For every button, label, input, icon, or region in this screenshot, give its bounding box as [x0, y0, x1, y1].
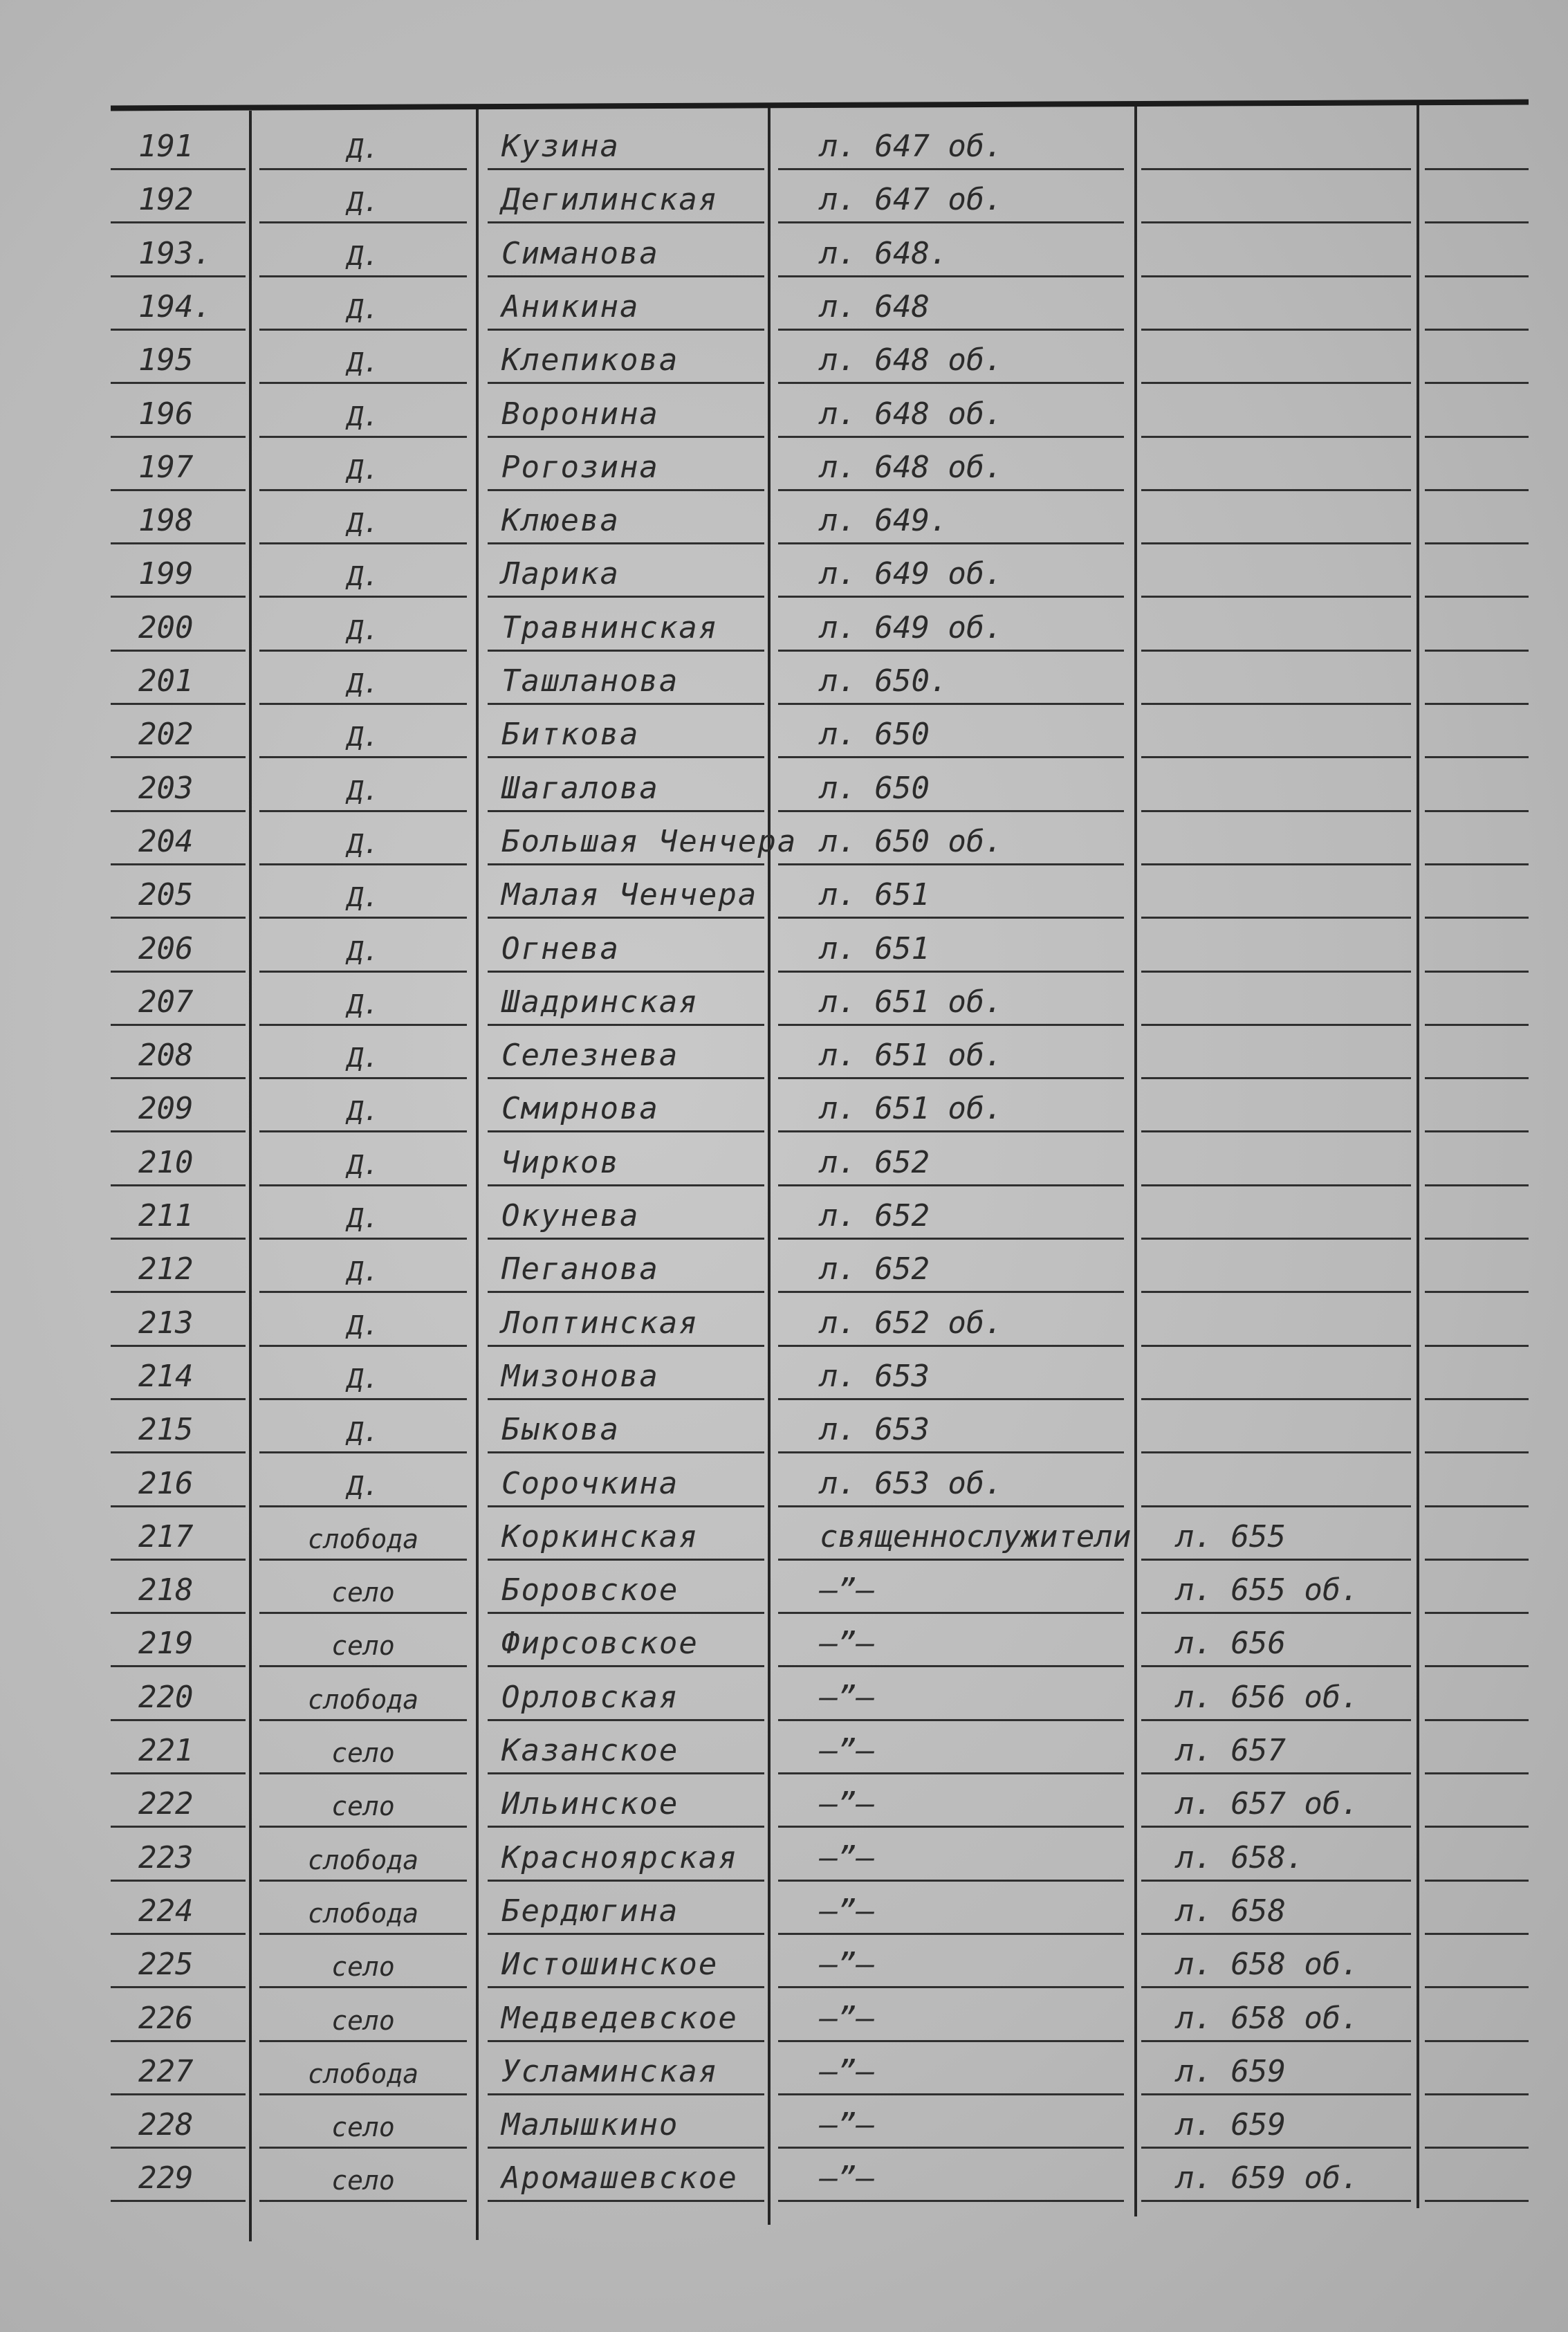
table-row	[0, 1507, 1568, 1561]
settlement-type: слобода	[259, 1507, 467, 1561]
empty-cell	[1425, 811, 1529, 865]
clergy-sheet-reference	[1141, 116, 1411, 170]
clergy-sheet-reference	[1141, 919, 1411, 973]
settlement-name: Медведевское	[488, 1988, 764, 2042]
clergy-sheet-reference	[1141, 490, 1411, 544]
clergy-sheet-reference	[1141, 1239, 1411, 1293]
table-row	[0, 1453, 1568, 1507]
sheet-reference: —”—	[778, 1720, 1124, 1774]
settlement-type: Д.	[259, 1132, 467, 1186]
table-row	[0, 2041, 1568, 2095]
row-number: 192	[111, 169, 246, 223]
sheet-reference: л. 651 об.	[778, 1025, 1124, 1079]
sheet-reference: —”—	[778, 1560, 1124, 1614]
table-row	[0, 1399, 1568, 1453]
settlement-type: слобода	[259, 1667, 467, 1721]
empty-cell	[1425, 1507, 1529, 1561]
empty-cell	[1425, 972, 1529, 1026]
row-number: 198	[111, 490, 246, 544]
sheet-reference: —”—	[778, 2095, 1124, 2149]
clergy-sheet-reference: л. 655 об.	[1141, 1560, 1411, 1614]
empty-cell	[1425, 1239, 1529, 1293]
row-number: 197	[111, 437, 246, 491]
settlement-type: село	[259, 1934, 467, 1988]
row-number: 211	[111, 1186, 246, 1240]
settlement-name: Шадринская	[488, 972, 764, 1026]
sheet-reference: л. 650.	[778, 651, 1124, 705]
sheet-reference: л. 648.	[778, 223, 1124, 277]
sheet-reference: —”—	[778, 2148, 1124, 2202]
clergy-sheet-reference	[1141, 1399, 1411, 1453]
clergy-sheet-reference	[1141, 1025, 1411, 1079]
sheet-reference: л. 650 об.	[778, 811, 1124, 865]
table-row	[0, 919, 1568, 973]
clergy-sheet-reference	[1141, 598, 1411, 652]
clergy-sheet-reference: л. 659	[1141, 2095, 1411, 2149]
settlement-type: Д.	[259, 437, 467, 491]
settlement-type: Д.	[259, 972, 467, 1026]
sheet-reference: —”—	[778, 1613, 1124, 1667]
row-number: 208	[111, 1025, 246, 1079]
empty-cell	[1425, 1720, 1529, 1774]
table-row	[0, 1293, 1568, 1347]
sheet-reference: —”—	[778, 1774, 1124, 1828]
clergy-sheet-reference	[1141, 223, 1411, 277]
clergy-sheet-reference	[1141, 1132, 1411, 1186]
clergy-sheet-reference: л. 658.	[1141, 1828, 1411, 1882]
table-row	[0, 116, 1568, 170]
settlement-type: Д.	[259, 598, 467, 652]
clergy-sheet-reference: л. 659 об.	[1141, 2148, 1411, 2202]
settlement-type: Д.	[259, 223, 467, 277]
settlement-name: Коркинская	[488, 1507, 764, 1561]
settlement-type: село	[259, 1774, 467, 1828]
settlement-type: Д.	[259, 277, 467, 331]
empty-cell	[1425, 1132, 1529, 1186]
empty-cell	[1425, 2041, 1529, 2095]
settlement-type: Д.	[259, 704, 467, 758]
table-row	[0, 384, 1568, 438]
settlement-name: Воронина	[488, 384, 764, 438]
settlement-name: Рогозина	[488, 437, 764, 491]
clergy-sheet-reference	[1141, 972, 1411, 1026]
empty-cell	[1425, 1988, 1529, 2042]
settlement-name: Бердюгина	[488, 1881, 764, 1935]
settlement-name: Клепикова	[488, 330, 764, 384]
empty-cell	[1425, 1078, 1529, 1132]
settlement-name: Казанское	[488, 1720, 764, 1774]
table-row	[0, 544, 1568, 598]
empty-cell	[1425, 1667, 1529, 1721]
settlement-type: Д.	[259, 169, 467, 223]
row-number: 218	[111, 1560, 246, 1614]
sheet-reference: л. 653	[778, 1346, 1124, 1400]
clergy-sheet-reference	[1141, 651, 1411, 705]
table-row	[0, 1720, 1568, 1774]
table-row	[0, 1186, 1568, 1240]
settlement-name: Шагалова	[488, 758, 764, 812]
row-number: 204	[111, 811, 246, 865]
table-row	[0, 758, 1568, 812]
table-row	[0, 1132, 1568, 1186]
settlement-type: Д.	[259, 1293, 467, 1347]
clergy-sheet-reference	[1141, 169, 1411, 223]
settlement-name: Ларика	[488, 544, 764, 598]
clergy-sheet-reference	[1141, 384, 1411, 438]
row-number: 228	[111, 2095, 246, 2149]
clergy-sheet-reference	[1141, 544, 1411, 598]
table-row	[0, 1934, 1568, 1988]
row-number: 194.	[111, 277, 246, 331]
table-row	[0, 1613, 1568, 1667]
settlement-type: Д.	[259, 490, 467, 544]
settlement-name: Лоптинская	[488, 1293, 764, 1347]
sheet-reference: л. 651 об.	[778, 972, 1124, 1026]
clergy-sheet-reference	[1141, 1186, 1411, 1240]
row-number: 193.	[111, 223, 246, 277]
settlement-type: Д.	[259, 1025, 467, 1079]
sheet-reference: —”—	[778, 2041, 1124, 2095]
empty-cell	[1425, 598, 1529, 652]
clergy-sheet-reference: л. 658	[1141, 1881, 1411, 1935]
sheet-reference: л. 649 об.	[778, 598, 1124, 652]
sheet-reference: л. 648 об.	[778, 330, 1124, 384]
row-number: 205	[111, 865, 246, 919]
settlement-name: Биткова	[488, 704, 764, 758]
empty-cell	[1425, 437, 1529, 491]
settlement-type: Д.	[259, 330, 467, 384]
table-row	[0, 651, 1568, 705]
settlement-name: Большая Ченчера	[488, 811, 764, 865]
sheet-reference: —”—	[778, 1828, 1124, 1882]
row-number: 222	[111, 1774, 246, 1828]
clergy-sheet-reference: л. 658 об.	[1141, 1988, 1411, 2042]
row-number: 201	[111, 651, 246, 705]
settlement-type: слобода	[259, 1828, 467, 1882]
settlement-name: Аромашевское	[488, 2148, 764, 2202]
empty-cell	[1425, 544, 1529, 598]
settlement-type: Д.	[259, 811, 467, 865]
sheet-reference: л. 648	[778, 277, 1124, 331]
empty-cell	[1425, 330, 1529, 384]
sheet-reference: л. 653 об.	[778, 1453, 1124, 1507]
sheet-reference: л. 650	[778, 758, 1124, 812]
settlement-name: Огнева	[488, 919, 764, 973]
table-row	[0, 1988, 1568, 2042]
empty-cell	[1425, 1025, 1529, 1079]
sheet-reference: л. 647 об.	[778, 169, 1124, 223]
clergy-sheet-reference: л. 656 об.	[1141, 1667, 1411, 1721]
settlement-type: Д.	[259, 384, 467, 438]
table-row	[0, 811, 1568, 865]
empty-cell	[1425, 865, 1529, 919]
sheet-reference: л. 651	[778, 865, 1124, 919]
settlement-name: Фирсовское	[488, 1613, 764, 1667]
empty-cell	[1425, 1453, 1529, 1507]
clergy-sheet-reference	[1141, 1078, 1411, 1132]
sheet-reference: л. 651	[778, 919, 1124, 973]
row-number: 202	[111, 704, 246, 758]
empty-cell	[1425, 1186, 1529, 1240]
settlement-name: Смирнова	[488, 1078, 764, 1132]
sheet-reference: —”—	[778, 1881, 1124, 1935]
row-number: 209	[111, 1078, 246, 1132]
settlement-type: село	[259, 1560, 467, 1614]
table-row	[0, 1239, 1568, 1293]
sheet-reference: —”—	[778, 1934, 1124, 1988]
settlement-name: Усламинская	[488, 2041, 764, 2095]
empty-cell	[1425, 704, 1529, 758]
empty-cell	[1425, 919, 1529, 973]
row-number: 223	[111, 1828, 246, 1882]
settlement-type: Д.	[259, 1186, 467, 1240]
sheet-reference: л. 653	[778, 1399, 1124, 1453]
sheet-reference: л. 649.	[778, 490, 1124, 544]
settlement-name: Красноярская	[488, 1828, 764, 1882]
table-row	[0, 1078, 1568, 1132]
empty-cell	[1425, 1613, 1529, 1667]
empty-cell	[1425, 758, 1529, 812]
clergy-sheet-reference	[1141, 704, 1411, 758]
settlement-type: село	[259, 2148, 467, 2202]
row-number: 191	[111, 116, 246, 170]
sheet-reference: л. 648 об.	[778, 384, 1124, 438]
settlement-type: село	[259, 2095, 467, 2149]
table-row	[0, 223, 1568, 277]
empty-cell	[1425, 1774, 1529, 1828]
table-row	[0, 598, 1568, 652]
settlement-type: Д.	[259, 1399, 467, 1453]
empty-cell	[1425, 2148, 1529, 2202]
sheet-reference: л. 650	[778, 704, 1124, 758]
row-number: 215	[111, 1399, 246, 1453]
clergy-sheet-reference: л. 658 об.	[1141, 1934, 1411, 1988]
settlement-name: Селезнева	[488, 1025, 764, 1079]
settlement-name: Травнинская	[488, 598, 764, 652]
settlement-name: Орловская	[488, 1667, 764, 1721]
settlement-type: Д.	[259, 1453, 467, 1507]
settlement-name: Сорочкина	[488, 1453, 764, 1507]
settlement-name: Аникина	[488, 277, 764, 331]
clergy-sheet-reference	[1141, 865, 1411, 919]
settlement-name: Чирков	[488, 1132, 764, 1186]
settlement-type: село	[259, 1720, 467, 1774]
row-number: 226	[111, 1988, 246, 2042]
row-number: 227	[111, 2041, 246, 2095]
settlement-name: Мизонова	[488, 1346, 764, 1400]
sheet-reference: л. 648 об.	[778, 437, 1124, 491]
row-number: 219	[111, 1613, 246, 1667]
sheet-reference: л. 652 об.	[778, 1293, 1124, 1347]
settlement-name: Окунева	[488, 1186, 764, 1240]
sheet-reference: л. 652	[778, 1132, 1124, 1186]
table-row	[0, 1025, 1568, 1079]
clergy-sheet-reference	[1141, 1453, 1411, 1507]
empty-cell	[1425, 2095, 1529, 2149]
row-number: 199	[111, 544, 246, 598]
settlement-name: Истошинское	[488, 1934, 764, 1988]
empty-cell	[1425, 277, 1529, 331]
row-number: 216	[111, 1453, 246, 1507]
clergy-sheet-reference	[1141, 437, 1411, 491]
table-row	[0, 972, 1568, 1026]
settlement-type: село	[259, 1613, 467, 1667]
empty-cell	[1425, 1934, 1529, 1988]
settlement-type: Д.	[259, 544, 467, 598]
row-number: 212	[111, 1239, 246, 1293]
empty-cell	[1425, 651, 1529, 705]
table-row	[0, 169, 1568, 223]
clergy-sheet-reference	[1141, 758, 1411, 812]
empty-cell	[1425, 1881, 1529, 1935]
table-row	[0, 704, 1568, 758]
settlement-name: Ильинское	[488, 1774, 764, 1828]
settlement-type: Д.	[259, 1078, 467, 1132]
clergy-sheet-reference	[1141, 811, 1411, 865]
row-number: 196	[111, 384, 246, 438]
empty-cell	[1425, 169, 1529, 223]
empty-cell	[1425, 1399, 1529, 1453]
table-row	[0, 1774, 1568, 1828]
settlement-name: Кузина	[488, 116, 764, 170]
settlement-name: Пеганова	[488, 1239, 764, 1293]
table-row	[0, 1881, 1568, 1935]
settlement-type: Д.	[259, 1239, 467, 1293]
table-row	[0, 2148, 1568, 2202]
sheet-reference: л. 647 об.	[778, 116, 1124, 170]
row-number: 224	[111, 1881, 246, 1935]
empty-cell	[1425, 384, 1529, 438]
sheet-reference: —”—	[778, 1988, 1124, 2042]
settlement-name: Малышкино	[488, 2095, 764, 2149]
table-top-rule	[111, 100, 1529, 111]
settlement-type: Д.	[259, 865, 467, 919]
settlement-name: Клюева	[488, 490, 764, 544]
clergy-sheet-reference	[1141, 277, 1411, 331]
row-number: 213	[111, 1293, 246, 1347]
settlement-type: Д.	[259, 116, 467, 170]
settlement-name: Малая Ченчера	[488, 865, 764, 919]
row-number: 225	[111, 1934, 246, 1988]
settlement-name: Быкова	[488, 1399, 764, 1453]
row-number: 221	[111, 1720, 246, 1774]
table-row	[0, 1828, 1568, 1882]
clergy-sheet-reference	[1141, 1346, 1411, 1400]
sheet-reference: —”—	[778, 1667, 1124, 1721]
table-row	[0, 865, 1568, 919]
row-number: 217	[111, 1507, 246, 1561]
sheet-reference: священнослужители	[778, 1507, 1124, 1561]
table-row	[0, 277, 1568, 331]
settlement-type: слобода	[259, 2041, 467, 2095]
empty-cell	[1425, 1346, 1529, 1400]
table-row	[0, 1667, 1568, 1721]
sheet-reference: л. 649 об.	[778, 544, 1124, 598]
empty-cell	[1425, 116, 1529, 170]
settlement-type: Д.	[259, 919, 467, 973]
empty-cell	[1425, 490, 1529, 544]
row-number: 206	[111, 919, 246, 973]
table-row	[0, 1560, 1568, 1614]
empty-cell	[1425, 223, 1529, 277]
row-number: 214	[111, 1346, 246, 1400]
clergy-sheet-reference: л. 659	[1141, 2041, 1411, 2095]
settlement-type: Д.	[259, 1346, 467, 1400]
row-number: 220	[111, 1667, 246, 1721]
table-row	[0, 2095, 1568, 2149]
settlement-name: Дегилинская	[488, 169, 764, 223]
sheet-reference: л. 651 об.	[778, 1078, 1124, 1132]
clergy-sheet-reference: л. 655	[1141, 1507, 1411, 1561]
settlement-type: слобода	[259, 1881, 467, 1935]
empty-cell	[1425, 1293, 1529, 1347]
row-number: 207	[111, 972, 246, 1026]
table-row	[0, 490, 1568, 544]
row-number: 210	[111, 1132, 246, 1186]
settlement-name: Боровское	[488, 1560, 764, 1614]
table-row	[0, 437, 1568, 491]
row-number: 195	[111, 330, 246, 384]
settlement-type: село	[259, 1988, 467, 2042]
settlement-type: Д.	[259, 651, 467, 705]
table-row	[0, 330, 1568, 384]
empty-cell	[1425, 1560, 1529, 1614]
settlement-type: Д.	[259, 758, 467, 812]
row-number: 229	[111, 2148, 246, 2202]
clergy-sheet-reference	[1141, 330, 1411, 384]
sheet-reference: л. 652	[778, 1186, 1124, 1240]
clergy-sheet-reference: л. 657 об.	[1141, 1774, 1411, 1828]
table-row	[0, 1346, 1568, 1400]
clergy-sheet-reference: л. 657	[1141, 1720, 1411, 1774]
settlement-name: Ташланова	[488, 651, 764, 705]
row-number: 203	[111, 758, 246, 812]
empty-cell	[1425, 1828, 1529, 1882]
settlement-name: Симанова	[488, 223, 764, 277]
clergy-sheet-reference: л. 656	[1141, 1613, 1411, 1667]
clergy-sheet-reference	[1141, 1293, 1411, 1347]
sheet-reference: л. 652	[778, 1239, 1124, 1293]
row-number: 200	[111, 598, 246, 652]
